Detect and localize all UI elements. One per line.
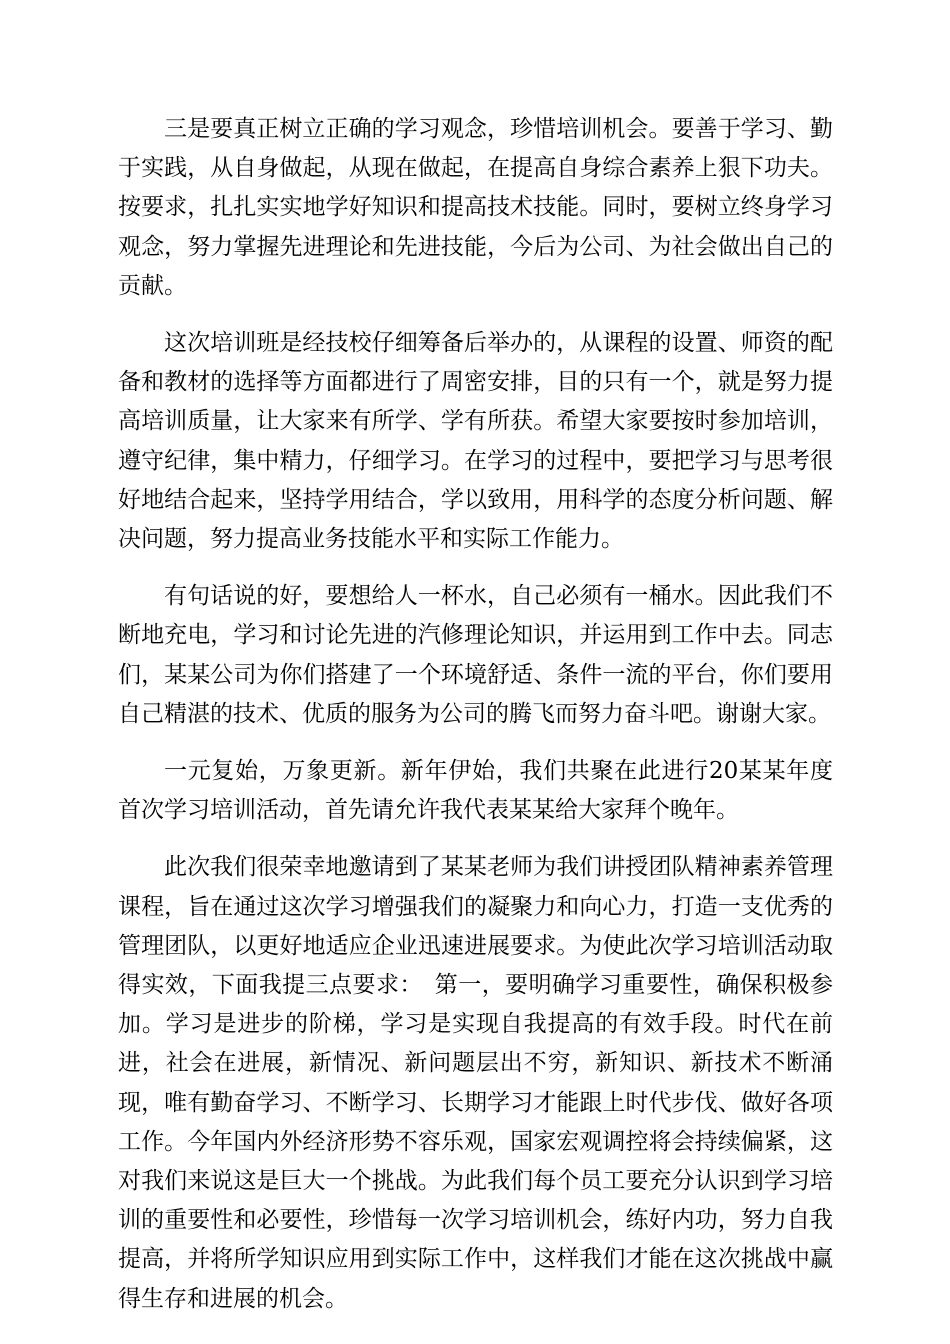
- paragraph-3: 有句话说的好，要想给人一杯水，自己必须有一桶水。因此我们不断地充电，学习和讨论先进的汽修理论知识，并运用到工作中去。同志们，某某公司为你们搭建了一个环境舒适、条件一流的平台，你们要用自己精湛的技术、优质的服务为公司的腾飞而努力奋斗吧。谢谢大家。: [118, 583, 833, 727]
- paragraph-1: 三是要真正树立正确的学习观念，珍惜培训机会。要善于学习、勤于实践，从自身做起，从现在做起，在提高自身综合素养上狠下功夫。按要求，扎扎实实地学好知识和提高技术技能。同时，要树立终身学习观念，努力掌握先进理论和先进技能，今后为公司、为社会做出自己的贡献。: [118, 116, 833, 299]
- paragraph-2: 这次培训班是经技校仔细筹备后举办的，从课程的设置、师资的配备和教材的选择等方面都进行了周密安排，目的只有一个，就是努力提高培训质量，让大家来有所学、学有所获。希望大家要按时参加培训，遵守纪律，集中精力，仔细学习。在学习的过程中，要把学习与思考很好地结合起来，坚持学用结合，学以致用，用科学的态度分析问题、解决问题，努力提高业务技能水平和实际工作能力。: [118, 330, 833, 553]
- paragraph-5: 此次我们很荣幸地邀请到了某某老师为我们讲授团队精神素养管理课程，旨在通过这次学习增强我们的凝聚力和向心力，打造一支优秀的管理团队，以更好地适应企业迅速进展要求。为使此次学习培训活动取得实效，下面我提三点要求： 第一，要明确学习重要性，确保积极参加。学习是进步的阶梯，学习是实现自我提高的有效手段。时代在前进，社会在进展，新情况、新问题层出不穷，新知识、新技术不断涌现，唯有勤奋学习、不断学习、长期学习才能跟上时代步伐、做好各项工作。今年国内外经济形势不容乐观，国家宏观调控将会持续偏紧，这对我们来说这是巨大一个挑战。为此我们每个员工要充分认识到学习培训的重要性和必要性，珍惜每一次学习培训机会，练好内功，努力自我提高，并将所学知识应用到实际工作中，这样我们才能在这次挑战中赢得生存和进展的机会。: [118, 854, 833, 1312]
- document-page: [118, 110, 833, 1337]
- paragraph-4: 一元复始，万象更新。新年伊始，我们共聚在此进行20某某年度首次学习培训活动，首先请允许我代表某某给大家拜个晚年。: [118, 758, 833, 824]
